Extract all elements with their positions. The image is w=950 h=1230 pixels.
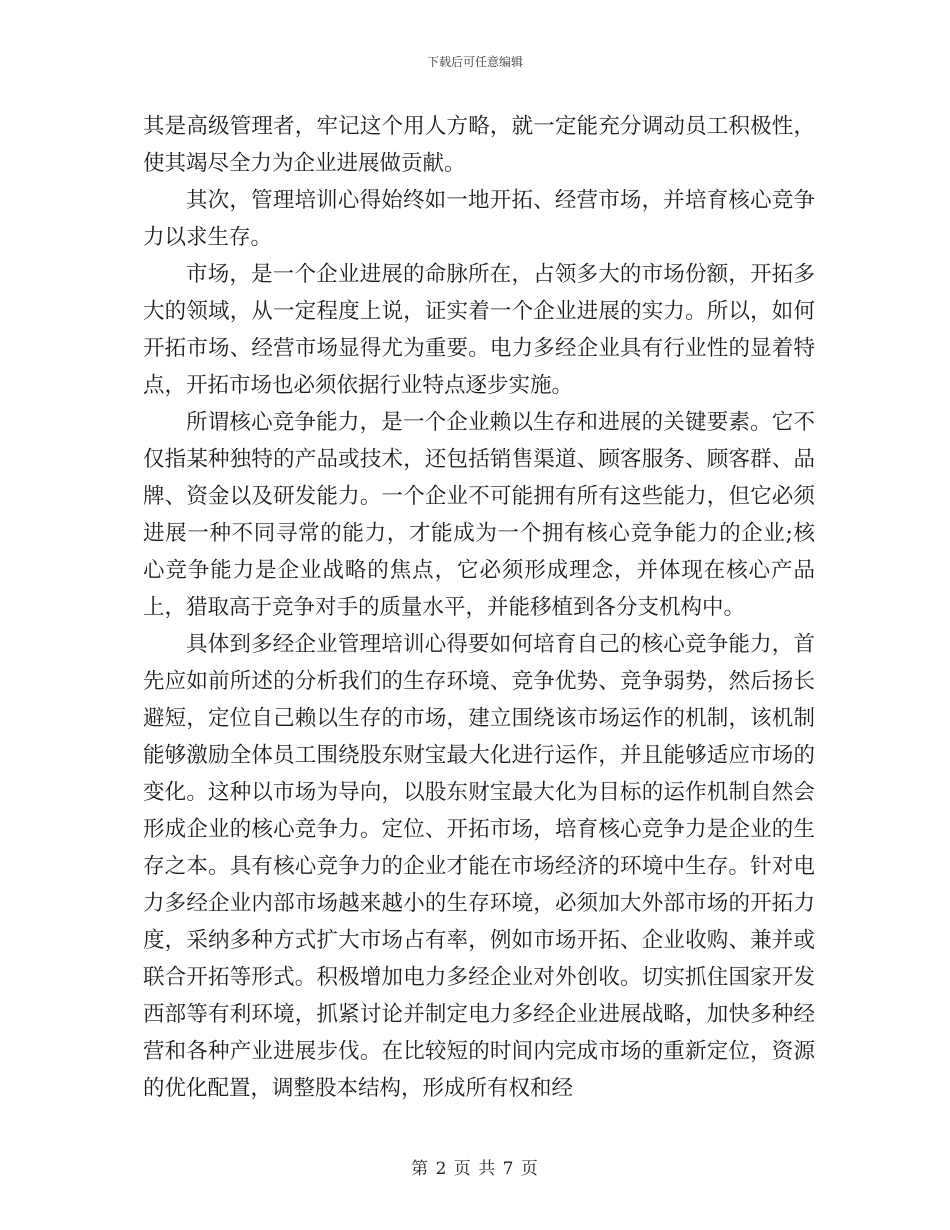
page-header-note: 下载后可任意编辑: [426, 55, 523, 69]
paragraph-continuation: 其是高级管理者，牢记这个用人方略，就一定能充分调动员工积极性，使其竭尽全力为企业进展做贡献。: [143, 114, 815, 176]
paragraph-cultivate-competence: 具体到多经企业管理培训心得要如何培育自己的核心竞争能力，首先应如前所述的分析我们的生存环境、竞争优势、竞争弱势，然后扬长避短，定位自己赖以生存的市场，建立围绕该市场运作的机制，该机制能够激励全体员工围绕股东财宝最大化进行运作，并且能够适应市场的变化。这种以市场为导向，以股东财宝最大化为目标的运作机制自然会形成企业的核心竞争力。定位、开拓市场，培育核心竞争力是企业的生存之本。具有核心竞争力的企业才能在市场经济的环境中生存。针对电力多经企业内部市场越来越小的生存环境，必须加大外部市场的开拓力度，采纳多种方式扩大市场占有率，例如市场开拓、企业收购、兼并或联合开拓等形式。积极增加电力多经企业对外创收。切实抓住国家开发西部等有利环境，抓紧讨论并制定电力多经企业进展战略，加快多种经营和各种产业进展步伐。在比较短的时间内完成市场的重新定位，资源的优化配置，调整股本结构，形成所有权和经: [143, 632, 815, 1101]
paragraph-core-competence: 所谓核心竞争能力，是一个企业赖以生存和进展的关键要素。它不仅指某种独特的产品或技术，还包括销售渠道、顾客服务、顾客群、品牌、资金以及研发能力。一个企业不可能拥有所有这些能力，但它必须进展一种不同寻常的能力，才能成为一个拥有核心竞争能力的企业;核心竞争能力是企业战略的焦点，它必须形成理念，并体现在核心产品上，猎取高于竞争对手的质量水平，并能移植到各分支机构中。: [143, 410, 815, 620]
document-body: [143, 108, 815, 1107]
paragraph-market-strategy: 其次，管理培训心得始终如一地开拓、经营市场，并培育核心竞争力以求生存。: [143, 188, 815, 250]
page-number-footer: 第 2 页 共 7 页: [411, 1159, 539, 1179]
paragraph-market-importance: 市场，是一个企业进展的命脉所在，占领多大的市场份额，开拓多大的领域，从一定程度上说，证实着一个企业进展的实力。所以，如何开拓市场、经营市场显得尤为重要。电力多经企业具有行业性的显着特点，开拓市场也必须依据行业特点逐步实施。: [143, 262, 815, 398]
